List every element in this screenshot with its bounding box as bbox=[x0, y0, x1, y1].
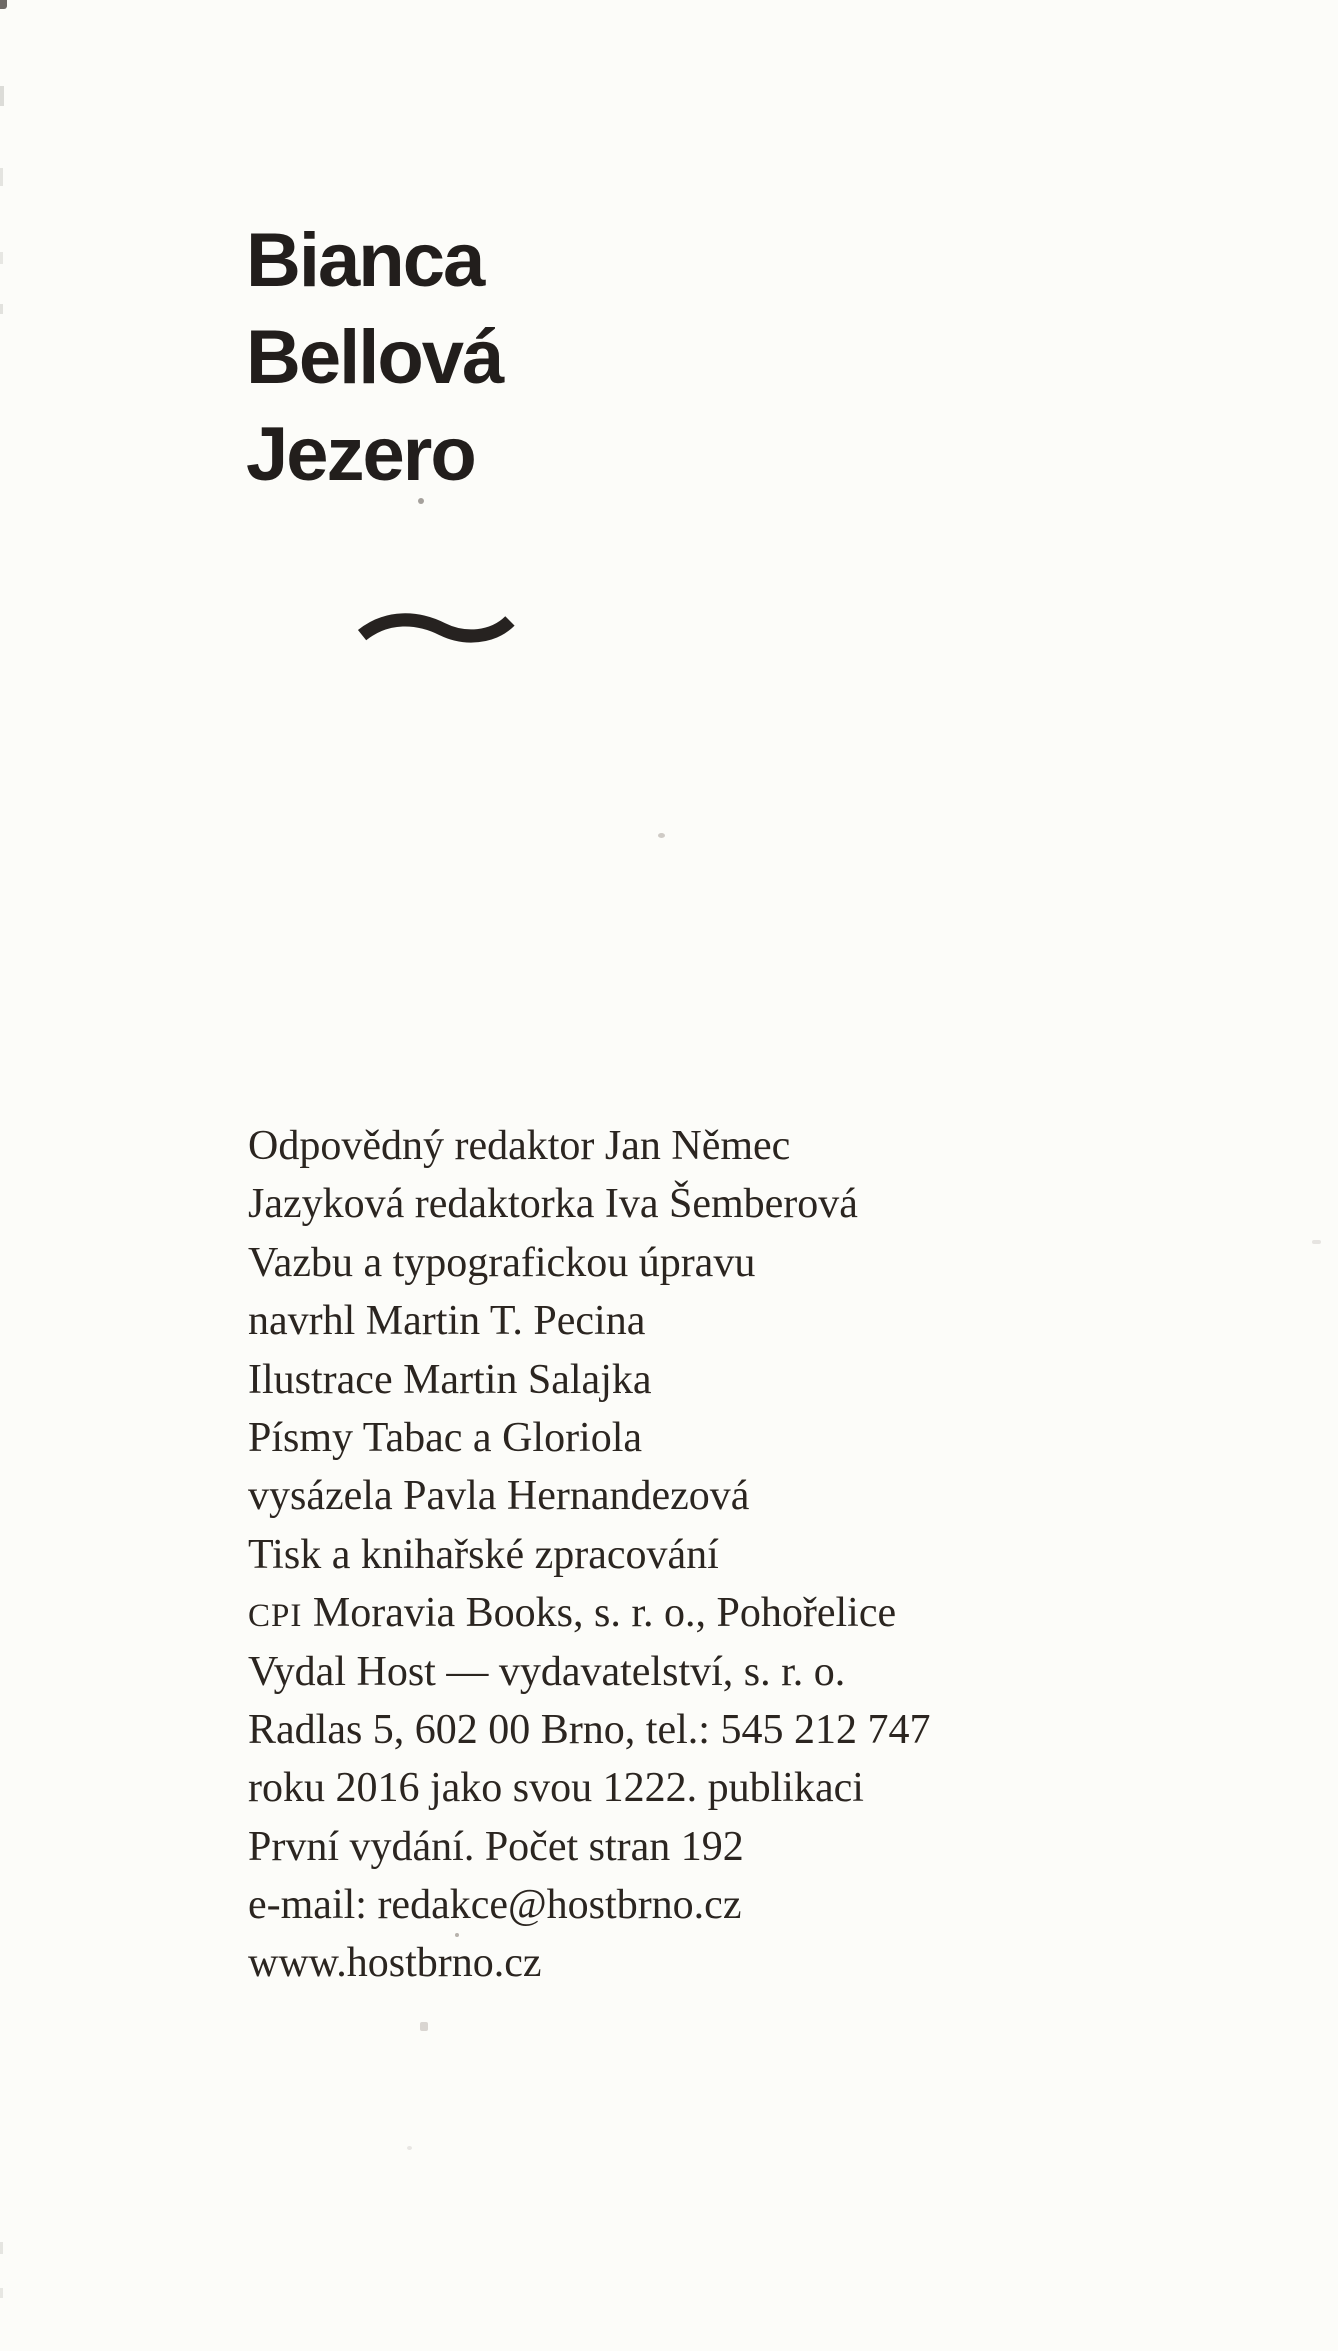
colophon-line-editor: Odpovědný redaktor Jan Němec bbox=[248, 1123, 791, 1169]
colophon-line-language-editor: Jazyková redaktorka Iva Šemberová bbox=[248, 1181, 858, 1228]
scan-speck bbox=[0, 2288, 3, 2298]
colophon-line-typeset-by: vysázela Pavla Hernandezová bbox=[248, 1473, 750, 1520]
scan-speck bbox=[407, 2146, 412, 2150]
scan-speck bbox=[418, 498, 424, 504]
scan-speck bbox=[0, 168, 3, 186]
scan-speck bbox=[0, 304, 3, 314]
colophon-print-2-rest: Moravia Books, s. r. o., Pohořelice bbox=[302, 1590, 897, 1637]
scan-speck bbox=[455, 1933, 459, 1937]
scan-speck bbox=[0, 86, 4, 106]
colophon-line-binding-design-2: navrhl Martin T. Pecina bbox=[248, 1298, 646, 1345]
title-line-author-first: Bianca bbox=[246, 218, 484, 303]
scan-speck bbox=[420, 2022, 428, 2031]
title-line-book-name: Jezero bbox=[246, 412, 475, 497]
colophon-line-email: e-mail: redakce@hostbrno.cz bbox=[248, 1882, 742, 1929]
colophon-line-binding-design-1: Vazbu a typografickou úpravu bbox=[248, 1239, 756, 1286]
colophon-line-website: www.hostbrno.cz bbox=[248, 1940, 542, 1987]
tilde-wave-icon bbox=[357, 606, 515, 644]
colophon-line-print-1: Tisk a knihařské zpracování bbox=[248, 1531, 719, 1578]
colophon-line-publisher: Vydal Host — vydavatelství, s. r. o. bbox=[248, 1648, 846, 1695]
scan-speck bbox=[0, 2242, 3, 2254]
colophon-line-illustrations: Ilustrace Martin Salajka bbox=[248, 1356, 652, 1403]
scan-speck bbox=[0, 252, 3, 264]
colophon-smallcaps-cpi: CPI bbox=[248, 1598, 303, 1635]
scan-speck bbox=[1312, 1240, 1321, 1244]
colophon-line-typefaces: Písmy Tabac a Gloriola bbox=[248, 1414, 643, 1461]
colophon-line-publication-number: roku 2016 jako svou 1222. publikaci bbox=[248, 1765, 864, 1812]
colophon-line-print-2 bbox=[248, 1584, 930, 1642]
title-line-author-last: Bellová bbox=[246, 315, 503, 400]
book-title-block bbox=[246, 212, 502, 503]
colophon-line-edition-pages: První vydání. Počet stran 192 bbox=[248, 1823, 744, 1870]
colophon-text-block bbox=[248, 1117, 930, 1993]
colophon-line-address-phone: Radlas 5, 602 00 Brno, tel.: 545 212 747 bbox=[248, 1706, 931, 1753]
scan-speck bbox=[0, 0, 7, 9]
scan-speck bbox=[658, 833, 665, 838]
